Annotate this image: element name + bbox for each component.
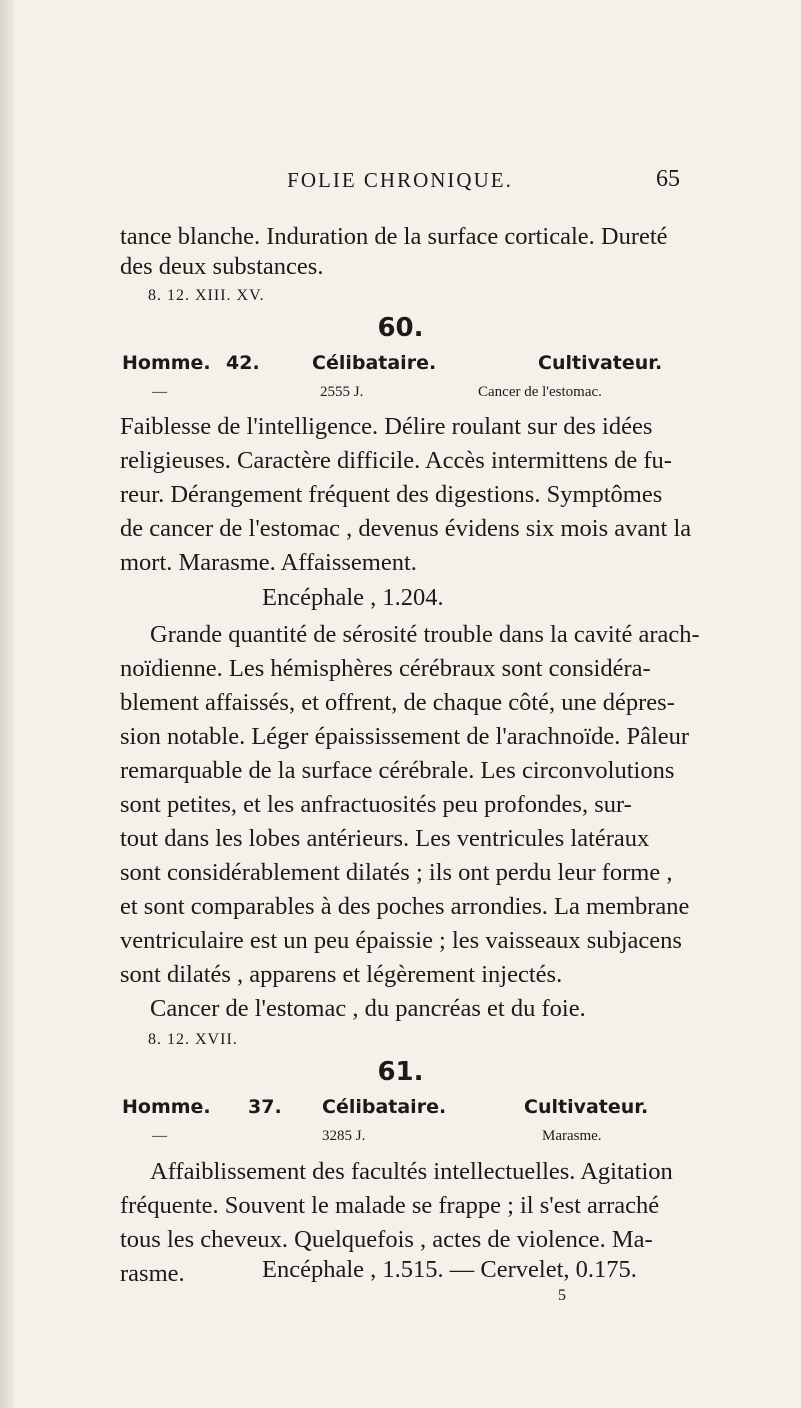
case-cause: Cancer de l'estomac.: [478, 384, 602, 400]
text-line: sion notable. Léger épaississement de l'arachnoïde. Pâleur: [120, 723, 690, 750]
text-line: sont dilatés , apparens et légèrement injectés.: [120, 961, 563, 988]
case-age: 42.: [226, 352, 260, 374]
page-gutter: [0, 0, 14, 1408]
page-number: 65: [656, 166, 680, 192]
text-line: religieuses. Caractère difficile. Accès intermittens de fu-: [120, 447, 672, 474]
case-header: [122, 352, 682, 382]
text-line: rasme.: [120, 1260, 185, 1287]
case-header: [122, 1096, 682, 1126]
text-line: de cancer de l'estomac , devenus évidens six mois avant la: [120, 515, 692, 542]
text-line: Faiblesse de l'intelligence. Délire roulant sur des idées: [120, 413, 653, 440]
text-line: fréquente. Souvent le malade se frappe ; il s'est arraché: [120, 1192, 660, 1219]
text-line: des deux substances.: [120, 253, 324, 280]
text-line: remarquable de la surface cérébrale. Les circonvolutions: [120, 757, 675, 784]
case-occupation: Cultivateur.: [538, 352, 663, 374]
text-line: ventriculaire est un peu épaissie ; les vaisseaux subjacens: [120, 927, 682, 954]
text-line: reur. Dérangement fréquent des digestions. Symptômes: [120, 481, 663, 508]
text-line: Grande quantité de sérosité trouble dans la cavité arach-: [150, 621, 700, 648]
encephale-weight: Encéphale , 1.204.: [262, 584, 444, 611]
case-sex: Homme.: [122, 1096, 211, 1118]
text-line: tous les cheveux. Quelquefois , actes de violence. Ma-: [120, 1226, 653, 1253]
case-status: Célibataire.: [312, 352, 437, 374]
case-subheader: [122, 1128, 682, 1150]
case-number: 60.: [377, 313, 424, 343]
case-dash: —: [152, 384, 167, 400]
text-line: tout dans les lobes antérieurs. Les ventricules latéraux: [120, 825, 650, 852]
case-status: Célibataire.: [322, 1096, 447, 1118]
case-reference: 8. 12. XVII.: [148, 1031, 238, 1048]
case-age: 37.: [248, 1096, 282, 1118]
case-number: 61.: [377, 1057, 424, 1087]
text-line: noïdienne. Les hémisphères cérébraux sont considéra-: [120, 655, 651, 682]
text-line: blement affaissés, et offrent, de chaque côté, une dépres-: [120, 689, 675, 716]
case-admission: 2555 J.: [320, 384, 364, 400]
case-reference: 8. 12. XIII. XV.: [148, 287, 265, 304]
text-line: Cancer de l'estomac , du pancréas et du foie.: [150, 995, 586, 1022]
text-line: et sont comparables à des poches arrondies. La membrane: [120, 893, 690, 920]
running-header: [120, 168, 680, 198]
case-cause: Marasme.: [542, 1128, 602, 1144]
text-line: tance blanche. Induration de la surface corticale. Dureté: [120, 223, 668, 250]
case-subheader: [122, 384, 682, 406]
case-sex: Homme.: [122, 352, 211, 374]
case-dash: —: [152, 1128, 167, 1144]
running-title: FOLIE CHRONIQUE.: [287, 168, 513, 192]
text-line: Affaiblissement des facultés intellectuelles. Agitation: [150, 1158, 673, 1185]
text-line: sont petites, et les anfractuosités peu profondes, sur-: [120, 791, 632, 818]
text-line: sont considérablement dilatés ; ils ont perdu leur forme ,: [120, 859, 673, 886]
case-admission: 3285 J.: [322, 1128, 366, 1144]
signature-mark: 5: [558, 1287, 566, 1304]
text-line: mort. Marasme. Affaissement.: [120, 549, 417, 576]
case-occupation: Cultivateur.: [524, 1096, 649, 1118]
encephale-weight: Encéphale , 1.515. — Cervelet, 0.175.: [262, 1256, 637, 1283]
